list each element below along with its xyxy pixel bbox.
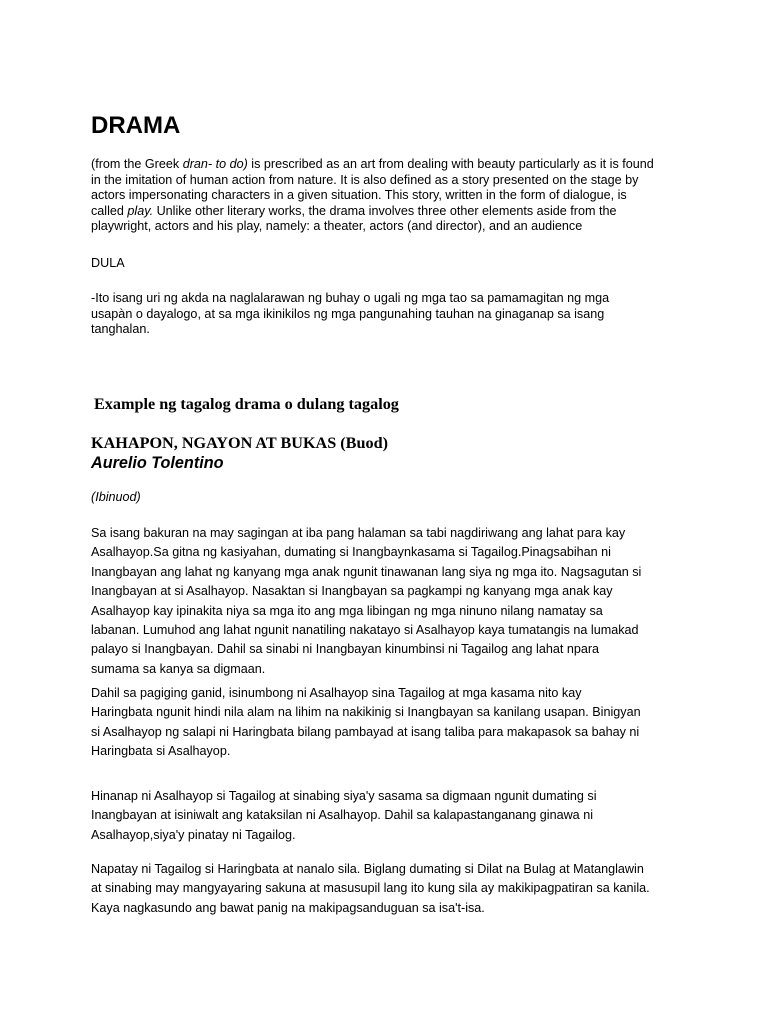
paragraph-line: Inangbayan at si Asalhayop. Nasaktan si Inangbayan sa pagkampi ng kanyang mga anak kay — [91, 584, 613, 599]
paragraph-line: Inangbayan at isiniwalt ang kataksilan ni Asalhayop. Dahil sa kalapastanganang ginawa ni — [91, 808, 593, 823]
paragraph-line: Asalhayop,siya'y pinatay ni Tagailog. — [91, 827, 296, 842]
summary-label: (Ibinuod) — [91, 490, 141, 504]
paragraph-line: labanan. Lumuhod ang lahat ngunit nanatiling nakatayo si Asalhayop kaya tumatangis na lumakad — [91, 623, 639, 638]
paragraph-line: Hinanap ni Asalhayop si Tagailog at sinabing siya'y sasama sa digmaan ngunit dumating si — [91, 789, 597, 803]
summary-paragraph-2 — [91, 684, 681, 762]
page-title: DRAMA — [91, 112, 181, 139]
dula-definition: -Ito isang uri ng akda na naglalarawan ng buhay o ugali ng mga tao sa pamamagitan ng mga usapàn o dayalogo, at sa mga ikinikilos ng mga pangunahing tauhan na ginaganap sa isang tanghalan. — [91, 291, 610, 336]
paragraph-line: Dahil sa pagiging ganid, isinumbong ni Asalhayop sina Tagailog at mga kasama nito kay — [91, 686, 582, 700]
paragraph-line: Sa isang bakuran na may sagingan at iba pang halaman sa tabi nagdiriwang ang lahat para kay — [91, 526, 626, 540]
paragraph-line: Inangbayan ang lahat ng kanyang mga anak ngunit tinawanan lang siya ng mga ito. Nagsagutan si — [91, 564, 642, 579]
paragraph-line: Asalhayop kay ipinakita niya sa mga ito ang mga libingan ng mga ninuno nilang namatay sa — [91, 603, 603, 618]
play-author: Aurelio Tolentino — [91, 454, 224, 472]
intro-suffix: Unlike other literary works, the drama involves three other elements aside from the playwright, actors and his play, namely: a theater, actors (and director), and an audience — [91, 203, 617, 233]
intro-middle: is prescribed as an art from dealing with beauty particularly as it is found in the imitation of human action from nature. It is also defined as a story presented on the stage by actors impersonating characters in a given situation. This story, written in the form of dialogue, is called — [91, 157, 654, 218]
dula-heading: DULA — [91, 256, 125, 270]
greek-term: dran- to do) — [182, 157, 248, 171]
paragraph-line: palayo si Inangbayan. Dahil sa sinabi ni Inangbayan kinumbinsi ni Tagailog ang lahat npara — [91, 642, 600, 657]
summary-paragraph-3 — [91, 787, 681, 845]
paragraph-line: si Asalhayop ng salapi ni Haringbata bilang pambayad at isang taliba para makapasok sa bahay ni — [91, 724, 640, 739]
drama-definition — [91, 157, 661, 235]
play-title: KAHAPON, NGAYON AT BUKAS (Buod) — [91, 434, 388, 452]
paragraph-line: sumama sa kanya sa digmaan. — [91, 661, 266, 676]
paragraph-line: Asalhayop.Sa gitna ng kasiyahan, dumating si Inangbaynkasama si Tagailog.Pinagsabihan ni — [91, 545, 611, 560]
paragraph-line: Kaya nagkasundo ang bawat panig na makipagsanduguan sa isa't-isa. — [91, 900, 485, 915]
play-term: play. — [127, 203, 154, 218]
paragraph-line: Haringbata si Asalhayop. — [91, 744, 231, 759]
summary-paragraph-4 — [91, 860, 681, 918]
paragraph-line: Napatay ni Tagailog si Haringbata at nanalo sila. Biglang dumating si Dilat na Bulag at Matanglawin — [91, 862, 644, 876]
summary-paragraph-1 — [91, 524, 681, 679]
paragraph-line: Haringbata ngunit hindi nila alam na lihim na nakikinig si Inangbayan sa kanilang usapan. Binigyan — [91, 705, 641, 720]
example-heading: Example ng tagalog drama o dulang tagalog — [94, 395, 399, 413]
paragraph-line: at sinabing may mangyayaring sakuna at masusupil lang ito kung sila ay makikipagpatiran sa kanila. — [91, 881, 650, 896]
intro-prefix: (from the Greek — [91, 157, 183, 171]
